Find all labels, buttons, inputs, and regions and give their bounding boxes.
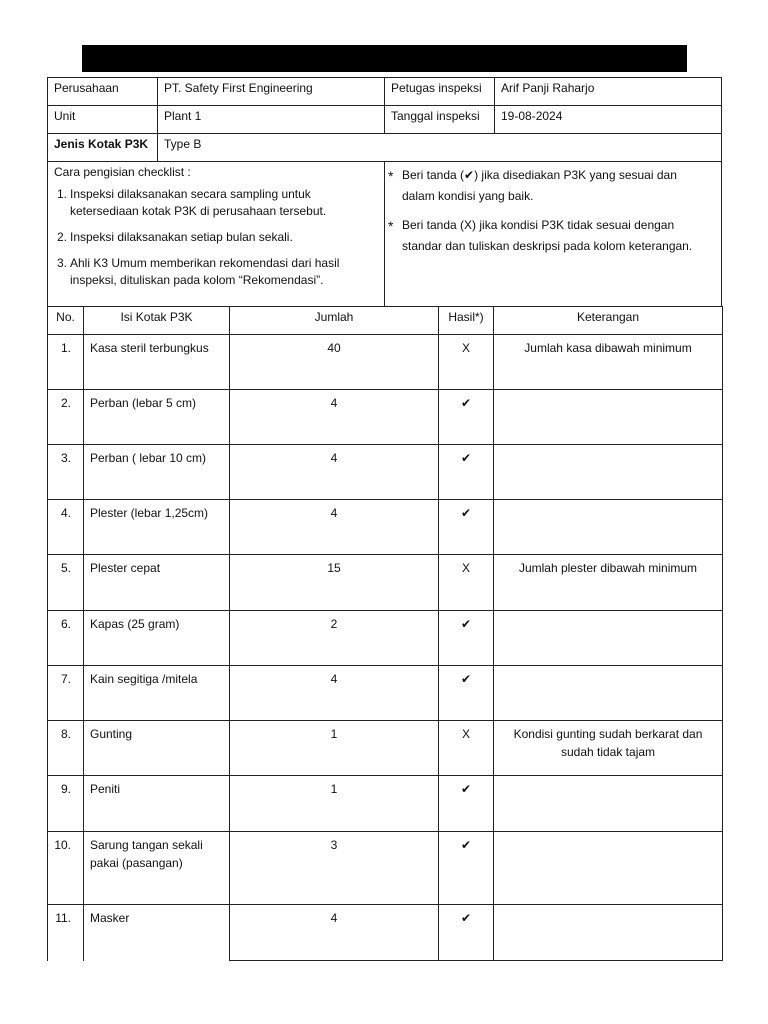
- item-cell: Peniti: [83, 775, 230, 832]
- jumlah-cell: 40: [229, 334, 439, 390]
- keterangan-cell: [493, 610, 723, 666]
- hasil-cell: ✔: [438, 444, 494, 500]
- tanggal-label: Tanggal inspeksi: [384, 105, 495, 134]
- hasil-cell: ✔: [438, 904, 494, 961]
- no-cell: 11.: [47, 904, 84, 961]
- no-cell: 6.: [47, 610, 84, 666]
- instruction-text: Inspeksi dilaksanakan secara sampling untuk ketersediaan kotak P3K di perusahaan tersebut.: [70, 187, 327, 218]
- no-cell: 3.: [47, 444, 84, 500]
- item-cell: Gunting: [83, 720, 230, 776]
- instructions-list: [54, 186, 374, 298]
- item-cell: Plester (lebar 1,25cm): [83, 499, 230, 555]
- hasil-cell: X: [438, 334, 494, 390]
- instruction-item: [54, 229, 374, 246]
- hasil-cell: ✔: [438, 499, 494, 555]
- instruction-number: 2.: [57, 230, 68, 244]
- instructions-box: [47, 161, 385, 307]
- jenis-label: Jenis Kotak P3K: [47, 133, 158, 162]
- keterangan-cell: Kondisi gunting sudah berkarat dan sudah tidak tajam: [493, 720, 723, 776]
- petugas-value: Arif Panji Raharjo: [494, 77, 722, 106]
- hasil-cell: ✔: [438, 610, 494, 666]
- perusahaan-label: Perusahaan: [47, 77, 158, 106]
- hasil-cell: ✔: [438, 665, 494, 721]
- instruction-item: [54, 255, 374, 289]
- asterisk-icon: *: [388, 168, 394, 184]
- no-cell: 5.: [47, 554, 84, 611]
- tanggal-value: 19-08-2024: [494, 105, 722, 134]
- keterangan-cell: [493, 665, 723, 721]
- item-cell: Perban (lebar 5 cm): [83, 389, 230, 445]
- item-cell: Plester cepat: [83, 554, 230, 611]
- item-cell: Kasa steril terbungkus: [83, 334, 230, 390]
- hasil-cell: ✔: [438, 831, 494, 905]
- keterangan-cell: [493, 775, 723, 832]
- item-cell: Sarung tangan sekali pakai (pasangan): [83, 831, 230, 905]
- column-header-hasil: Hasil*): [438, 306, 494, 335]
- note-text: Beri tanda (X) jika kondisi P3K tidak sesuai dengan standar dan tuliskan deskripsi pada kolom keterangan.: [402, 218, 693, 253]
- no-cell: 8.: [47, 720, 84, 776]
- no-cell: 4.: [47, 499, 84, 555]
- keterangan-cell: Jumlah plester dibawah minimum: [493, 554, 723, 611]
- unit-value: Plant 1: [157, 105, 385, 134]
- jenis-value: Type B: [157, 133, 722, 162]
- note-item: [390, 165, 712, 207]
- notes-list: [390, 165, 712, 265]
- checklist-table: [47, 306, 722, 960]
- petugas-label: Petugas inspeksi: [384, 77, 495, 106]
- jumlah-cell: 4: [229, 904, 439, 961]
- jumlah-cell: 15: [229, 554, 439, 611]
- column-header-jumlah: Jumlah: [229, 306, 439, 335]
- instructions-title: Cara pengisian checklist :: [54, 165, 191, 179]
- redacted-title-bar: [82, 45, 687, 72]
- hasil-cell: ✔: [438, 389, 494, 445]
- keterangan-cell: [493, 389, 723, 445]
- no-cell: 2.: [47, 389, 84, 445]
- no-cell: 7.: [47, 665, 84, 721]
- note-text: Beri tanda (✔) jika disediakan P3K yang sesuai dan dalam kondisi yang baik.: [402, 168, 677, 203]
- item-cell: Masker: [83, 904, 230, 961]
- no-cell: 10.: [47, 831, 84, 905]
- unit-label: Unit: [47, 105, 158, 134]
- column-header-no: No.: [47, 306, 84, 335]
- keterangan-cell: [493, 499, 723, 555]
- perusahaan-value: PT. Safety First Engineering: [157, 77, 385, 106]
- instruction-text: Ahli K3 Umum memberikan rekomendasi dari hasil inspeksi, dituliskan pada kolom “Rekomendasi”.: [70, 256, 340, 287]
- item-cell: Perban ( lebar 10 cm): [83, 444, 230, 500]
- keterangan-cell: [493, 831, 723, 905]
- jumlah-cell: 4: [229, 389, 439, 445]
- asterisk-icon: *: [388, 218, 394, 234]
- jumlah-cell: 1: [229, 775, 439, 832]
- column-header-item: Isi Kotak P3K: [83, 306, 230, 335]
- keterangan-cell: [493, 904, 723, 961]
- jumlah-cell: 4: [229, 444, 439, 500]
- no-cell: 9.: [47, 775, 84, 832]
- hasil-cell: X: [438, 554, 494, 611]
- keterangan-cell: Jumlah kasa dibawah minimum: [493, 334, 723, 390]
- jumlah-cell: 2: [229, 610, 439, 666]
- hasil-cell: X: [438, 720, 494, 776]
- hasil-cell: ✔: [438, 775, 494, 832]
- note-item: [390, 215, 712, 257]
- jumlah-cell: 4: [229, 499, 439, 555]
- instruction-number: 3.: [57, 256, 68, 270]
- instruction-item: [54, 186, 374, 220]
- jumlah-cell: 1: [229, 720, 439, 776]
- jumlah-cell: 4: [229, 665, 439, 721]
- instruction-number: 1.: [57, 187, 68, 201]
- item-cell: Kapas (25 gram): [83, 610, 230, 666]
- item-cell: Kain segitiga /mitela: [83, 665, 230, 721]
- instruction-text: Inspeksi dilaksanakan setiap bulan sekali.: [70, 230, 293, 244]
- column-header-keterangan: Keterangan: [493, 306, 723, 335]
- keterangan-cell: [493, 444, 723, 500]
- no-cell: 1.: [47, 334, 84, 390]
- jumlah-cell: 3: [229, 831, 439, 905]
